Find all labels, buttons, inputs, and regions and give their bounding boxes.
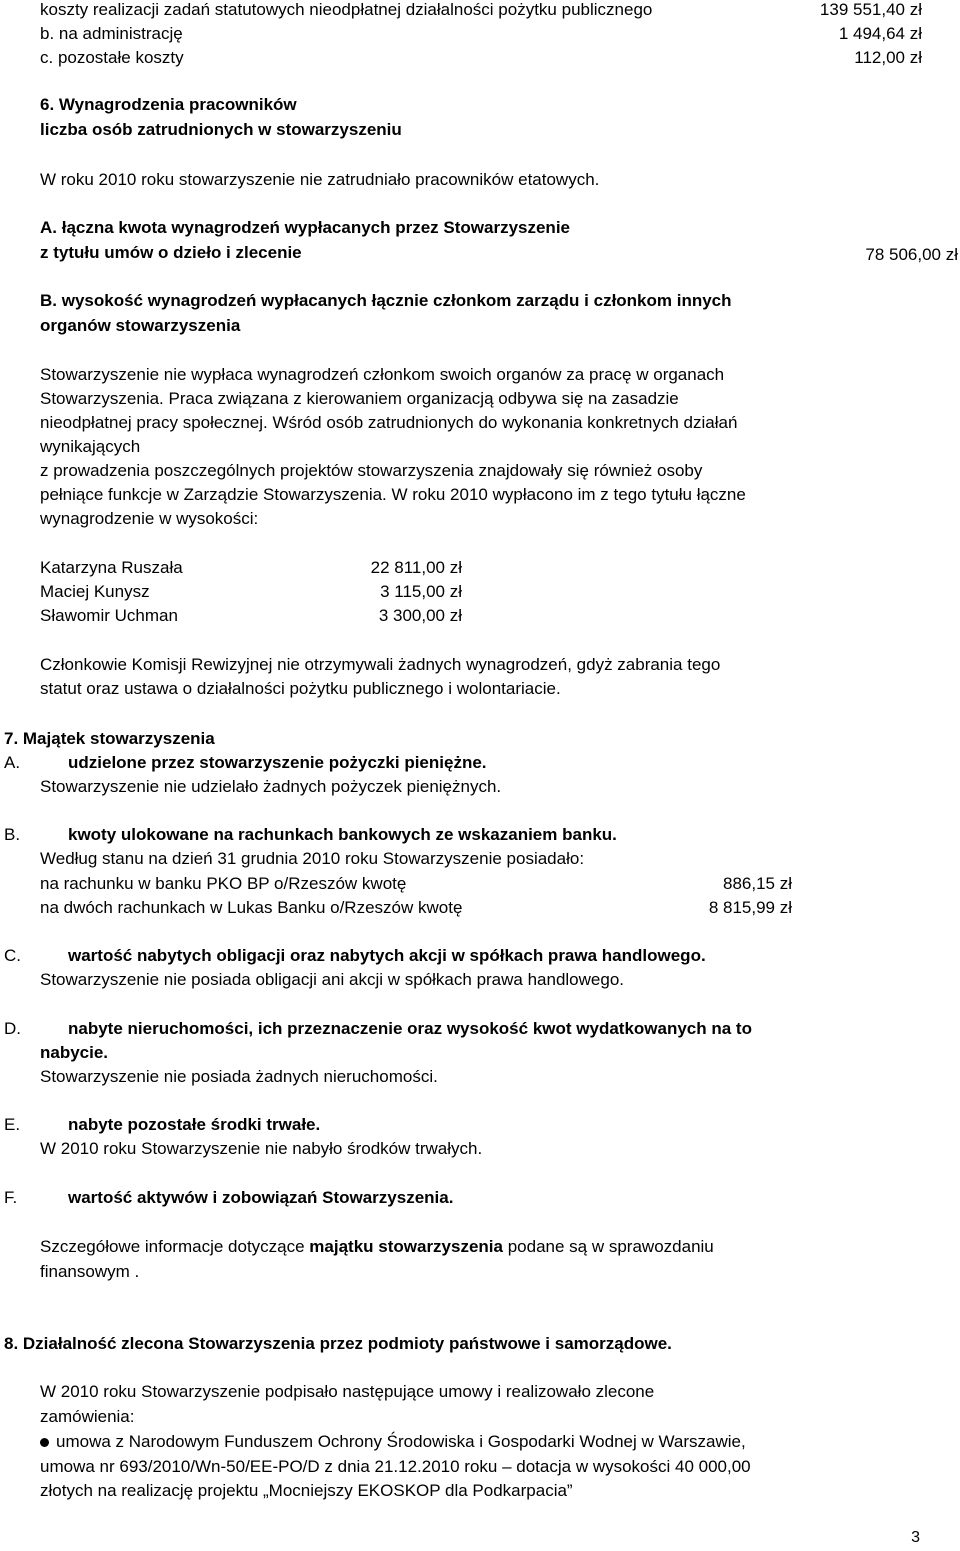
section-7a-text: Stowarzyszenie nie udzielało żadnych pożyczek pieniężnych. bbox=[40, 777, 502, 796]
commission-statement-line1: Członkowie Komisji Rewizyjnej nie otrzymywali żadnych wynagrodzeń, gdyż zabrania tego bbox=[40, 655, 721, 674]
section-7f-text-line2: finansowym . bbox=[40, 1262, 140, 1281]
costs-statutory-amount: 139 551,40 zł bbox=[819, 0, 922, 19]
person-amount: 22 811,00 zł bbox=[370, 558, 462, 577]
costs-other-label: c. pozostałe koszty bbox=[40, 48, 184, 67]
contract-item-line2: umowa nr 693/2010/Wn-50/EE-PO/D z dnia 21.12.2010 roku – dotacja w wysokości 40 000,00 bbox=[40, 1457, 751, 1476]
person-amount: 3 300,00 zł bbox=[378, 606, 462, 625]
employees-statement: W roku 2010 roku stowarzyszenie nie zatrudniało pracowników etatowych. bbox=[40, 170, 600, 189]
bank-account-label: na dwóch rachunkach w Lukas Banku o/Rzeszów kwotę bbox=[40, 898, 463, 917]
section-7-heading: 7. Majątek stowarzyszenia bbox=[4, 729, 215, 748]
section-7a-title: udzielone przez stowarzyszenie pożyczki pieniężne. bbox=[68, 753, 487, 772]
section-7c-text: Stowarzyszenie nie posiada obligacji ani akcji w spółkach prawa handlowego. bbox=[40, 970, 625, 989]
section-7f-text-post: podane są w sprawozdaniu bbox=[503, 1237, 714, 1256]
costs-other-amount: 112,00 zł bbox=[854, 48, 922, 67]
section-7e-text: W 2010 roku Stowarzyszenie nie nabyło środków trwałych. bbox=[40, 1139, 483, 1158]
bullet-icon bbox=[40, 1438, 49, 1447]
section-6a-amount: 78 506,00 zł bbox=[865, 245, 958, 264]
section-7f-text-bold: majątku stowarzyszenia bbox=[309, 1237, 503, 1256]
section-7b-letter: B. bbox=[4, 825, 21, 844]
paragraph-line: pełniące funkcje w Zarządzie Stowarzyszenia. W roku 2010 wypłacono im z tego tytułu łączne bbox=[40, 485, 746, 504]
section-7e-title: nabyte pozostałe środki trwałe. bbox=[68, 1115, 321, 1134]
section-6b-title-line2: organów stowarzyszenia bbox=[40, 316, 241, 335]
paragraph-line: wynagrodzenie w wysokości: bbox=[40, 509, 259, 528]
person-name: Sławomir Uchman bbox=[40, 606, 178, 625]
section-7f-text-line1 bbox=[40, 1237, 714, 1257]
paragraph-line: wynikających bbox=[40, 437, 141, 456]
paragraph-line: nieodpłatnej pracy społecznej. Wśród osób zatrudnionych do wykonania konkretnych działań bbox=[40, 413, 738, 432]
section-6a-title-line2: z tytułu umów o dzieło i zlecenie bbox=[40, 243, 302, 262]
person-name: Maciej Kunysz bbox=[40, 582, 150, 601]
commission-statement-line2: statut oraz ustawa o działalności pożytku publicznego i wolontariacie. bbox=[40, 679, 561, 698]
costs-statutory-line: koszty realizacji zadań statutowych nieodpłatnej działalności pożytku publicznego bbox=[40, 0, 653, 19]
section-7d-title-line2: nabycie. bbox=[40, 1043, 109, 1062]
page-number: 3 bbox=[911, 1529, 920, 1546]
contract-item-line3: złotych na realizację projektu „Mocniejszy EKOSKOP dla Podkarpacia” bbox=[40, 1481, 573, 1500]
section-8-intro-line1: W 2010 roku Stowarzyszenie podpisało następujące umowy i realizowało zlecone bbox=[40, 1382, 655, 1401]
bank-account-amount: 8 815,99 zł bbox=[708, 898, 792, 917]
section-7a-letter: A. bbox=[4, 753, 21, 772]
paragraph-line: Stowarzyszenia. Praca związana z kierowaniem organizacją odbywa się na zasadzie bbox=[40, 389, 679, 408]
section-7b-title: kwoty ulokowane na rachunkach bankowych ze wskazaniem banku. bbox=[68, 825, 617, 844]
costs-admin-label: b. na administrację bbox=[40, 24, 183, 43]
section-7d-text: Stowarzyszenie nie posiada żadnych nieruchomości. bbox=[40, 1067, 438, 1086]
costs-admin-amount: 1 494,64 zł bbox=[838, 24, 922, 43]
section-6-subheading: liczba osób zatrudnionych w stowarzyszeniu bbox=[40, 120, 402, 139]
section-7d-letter: D. bbox=[4, 1019, 21, 1038]
section-6b-title-line1: B. wysokość wynagrodzeń wypłacanych łącznie członkom zarządu i członkom innych bbox=[40, 291, 732, 310]
section-7b-text: Według stanu na dzień 31 grudnia 2010 roku Stowarzyszenie posiadało: bbox=[40, 849, 585, 868]
contract-item-line1: umowa z Narodowym Funduszem Ochrony Środowiska i Gospodarki Wodnej w Warszawie, bbox=[56, 1432, 746, 1451]
person-amount: 3 115,00 zł bbox=[380, 582, 462, 601]
bank-account-label: na rachunku w banku PKO BP o/Rzeszów kwotę bbox=[40, 874, 407, 893]
section-7e-letter: E. bbox=[4, 1115, 21, 1134]
paragraph-line: z prowadzenia poszczególnych projektów stowarzyszenia znajdowały się również osoby bbox=[40, 461, 703, 480]
bank-account-amount: 886,15 zł bbox=[723, 874, 792, 893]
section-7f-text-pre: Szczegółowe informacje dotyczące bbox=[40, 1237, 310, 1256]
section-8-intro-line2: zamówienia: bbox=[40, 1407, 135, 1426]
section-7f-title: wartość aktywów i zobowiązań Stowarzyszenia. bbox=[68, 1188, 454, 1207]
section-8-heading: 8. Działalność zlecona Stowarzyszenia przez podmioty państwowe i samorządowe. bbox=[4, 1334, 672, 1353]
section-6a-title-line1: A. łączna kwota wynagrodzeń wypłacanych przez Stowarzyszenie bbox=[40, 218, 570, 237]
paragraph-line: Stowarzyszenie nie wypłaca wynagrodzeń członkom swoich organów za pracę w organach bbox=[40, 365, 725, 384]
section-7c-title: wartość nabytych obligacji oraz nabytych akcji w spółkach prawa handlowego. bbox=[68, 946, 706, 965]
section-7f-letter: F. bbox=[4, 1188, 18, 1207]
section-6-heading: 6. Wynagrodzenia pracowników bbox=[40, 95, 297, 114]
section-7d-title-line1: nabyte nieruchomości, ich przeznaczenie oraz wysokość kwot wydatkowanych na to bbox=[68, 1019, 752, 1038]
section-7c-letter: C. bbox=[4, 946, 21, 965]
person-name: Katarzyna Ruszała bbox=[40, 558, 183, 577]
